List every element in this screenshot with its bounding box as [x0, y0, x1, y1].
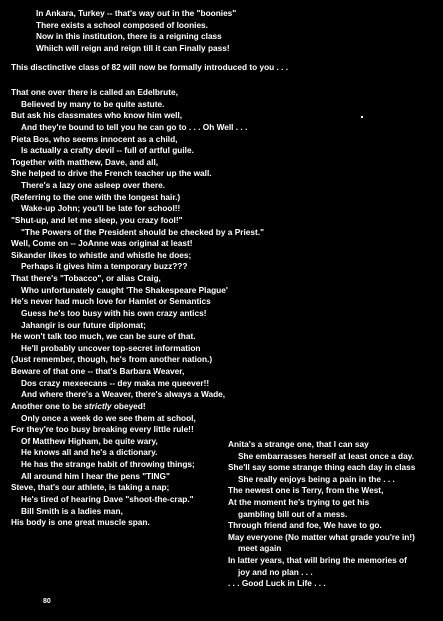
poem-line-text: Of Matthew Higham, be quite wary, [21, 435, 158, 446]
poem-line [11, 517, 264, 529]
poem-line [228, 532, 415, 544]
poem-line [11, 180, 264, 192]
intro-line: In Ankara, Turkey -- that's way out in the "boonies" [36, 8, 237, 18]
poem-line-text: His body is one great muscle span. [11, 517, 150, 528]
poem-line-text: Together with matthew, Dave, and all, [11, 156, 159, 167]
intro-line: There exists a school composed of loonies. [36, 19, 208, 30]
poem-line [11, 506, 264, 518]
poem-line [11, 110, 264, 122]
poem-line [11, 238, 264, 250]
poem-line [11, 424, 264, 436]
poem-line [228, 497, 415, 509]
poem-line [228, 474, 415, 486]
poem-line-text: She'll say some strange thing each day in class [228, 462, 416, 473]
poem-line [228, 567, 415, 579]
poem-line-text: gambling bill out of a mess. [238, 508, 348, 519]
poem-line-text: Beware of that one -- that's Barbara Weaver, [11, 366, 185, 376]
poem-line [11, 87, 264, 99]
poem-line [11, 273, 264, 285]
poem-line [11, 320, 264, 332]
poem-line [11, 250, 264, 262]
poem-line-text: She embarrasses herself at least once a day. [238, 450, 415, 461]
poem-line [11, 447, 264, 459]
poem-line-text: Jahangir is our future diplomat; [21, 319, 146, 330]
poem-right-column [228, 439, 415, 590]
poem-line [228, 439, 415, 451]
poem-line [11, 134, 264, 146]
poem-line-text: She helped to drive the French teacher up the wall. [11, 168, 212, 179]
poem-line-text: Another one to be [11, 400, 85, 411]
poem-line-text: Believed by many to be quite astute. [21, 98, 165, 109]
poem-line [228, 555, 415, 567]
poem-line-text: The newest one is Terry, from the West, [228, 485, 384, 496]
poem-line-text: May everyone (No matter what grade you're in!) [228, 531, 415, 542]
poem-line [11, 401, 264, 413]
page-number: 80 [43, 598, 51, 605]
poem-line [11, 494, 264, 506]
poem-line-text: "Shut-up, and let me sleep, you crazy fool!" [11, 214, 183, 225]
poem-line-text: And they're bound to tell you he can go to . . . Oh Well . . . [21, 121, 248, 132]
intro-line: Whiich will reign and reign till it can Finally pass! [36, 42, 230, 53]
speck-mark [361, 116, 363, 118]
poem-line-text: Anita's a strange one, that I can say [228, 439, 369, 449]
poem-line-text: He's never had much love for Hamlet or Semantics [11, 296, 211, 307]
poem-line-text: That there's "Tobacco", or alias Craig, [11, 273, 161, 283]
poem-line-text: meet again [238, 543, 282, 554]
poem-line [11, 378, 264, 390]
poem-line [228, 520, 415, 532]
poem-line [11, 122, 264, 134]
poem-line [11, 308, 264, 320]
poem-line-text: He won't talk too much, we can be sure of that. [11, 331, 196, 342]
poem-line [228, 485, 415, 497]
poem-line-text: Guess he's too busy with his own crazy antics! [21, 307, 207, 318]
poem-line-text: Bill Smith is a ladies man, [21, 505, 123, 516]
poem-line-text: Perhaps it gives him a temporary buzz??? [21, 261, 188, 272]
poem-line [11, 354, 264, 366]
poem-line-text: In latter years, that will bring the memories of [228, 554, 407, 565]
poem-line [11, 436, 264, 448]
poem-line-text: Dos crazy mexeecans -- dey maka me queever!! [21, 377, 210, 388]
poem-line [11, 157, 264, 169]
poem-line-text: Steve, that's our athlete, is taking a nap; [11, 482, 170, 493]
poem-line [228, 509, 415, 521]
poem-line-text: At the moment he's trying to get his [228, 496, 370, 507]
poem-line-text: He'll probably uncover top-secret information [21, 342, 201, 353]
poem-line [11, 168, 264, 180]
poem-line [11, 482, 264, 494]
poem-line [11, 366, 264, 378]
poem-line-text: And where there's a Weaver, there's always a Wade, [21, 389, 226, 400]
intro-stanza [36, 8, 236, 54]
poem-line [11, 459, 264, 471]
poem-line [11, 413, 264, 425]
poem-line [11, 285, 264, 297]
poem-line [11, 192, 264, 204]
poem-line [11, 331, 264, 343]
class-announcement: This disctinctive class of 82 will now be formally introduced to you . . . [11, 62, 289, 72]
poem-line-text: She really enjoys being a pain in the . . . [238, 473, 395, 484]
poem-line [11, 389, 264, 401]
poem-line-text: Only once a week do we see them at school, [21, 412, 196, 423]
poem-line-text: Who unfortunately caught 'The Shakespeare Plague' [21, 284, 228, 295]
poem-line-text: . . . Good Luck in Life . . . [228, 578, 326, 589]
poem-line-text: Pieta Bos, who seems innocent as a child, [11, 133, 178, 144]
poem-line-text: That one over there is called an Edelbrute, [11, 87, 178, 97]
poem-line [228, 543, 415, 555]
poem-line [228, 462, 415, 474]
poem-line-text: joy and no plan . . . [238, 566, 313, 577]
poem-line [11, 203, 264, 215]
poem-line [11, 215, 264, 227]
poem-line [11, 296, 264, 308]
poem-line-text: For they're too busy breaking every little rule!! [11, 424, 194, 435]
poem-line-text: "The Powers of the President should be checked by a Priest." [21, 226, 265, 237]
poem-line [228, 451, 415, 463]
poem-line-text: Wake-up John; you'll be late for school!! [21, 203, 181, 214]
poem-line-text: He's tired of hearing Dave "shoot-the-crap." [21, 493, 194, 504]
poem-line-text: (Just remember, though, he's from another nation.) [11, 354, 213, 365]
poem-line-text-after: obeyed! [111, 400, 146, 411]
poem-line-text: All around him I hear the pens "TING" [21, 470, 170, 481]
intro-line: Now in this institution, there is a reigning class [36, 31, 222, 42]
emphasized-word: strictly [84, 400, 112, 411]
poem-line-text: Is actually a crafty devil -- full of artful guile. [21, 145, 194, 156]
poem-line [11, 145, 264, 157]
poem-line-text: Through friend and foe, We have to go. [228, 520, 382, 531]
poem-line-text: Well, Come on -- JoAnne was original at least! [11, 238, 193, 249]
poem-line-text: (Referring to the one with the longest hair.) [11, 191, 181, 202]
poem-line-text: There's a lazy one asleep over there. [21, 180, 166, 190]
poem-line-text: He has the strange habit of throwing things; [21, 459, 195, 469]
poem-line [228, 578, 415, 590]
poem-line [11, 261, 264, 273]
poem-line [11, 471, 264, 483]
poem-line-text: He knows all and he's a dictionary. [21, 447, 158, 458]
poem-line-text: But ask his classmates who know him well, [11, 110, 183, 121]
poem-line [11, 99, 264, 111]
poem-line [11, 227, 264, 239]
poem-line [11, 343, 264, 355]
poem-line-text: Sikander likes to whistle and whistle he does; [11, 249, 192, 260]
poem-left-column [11, 87, 264, 529]
